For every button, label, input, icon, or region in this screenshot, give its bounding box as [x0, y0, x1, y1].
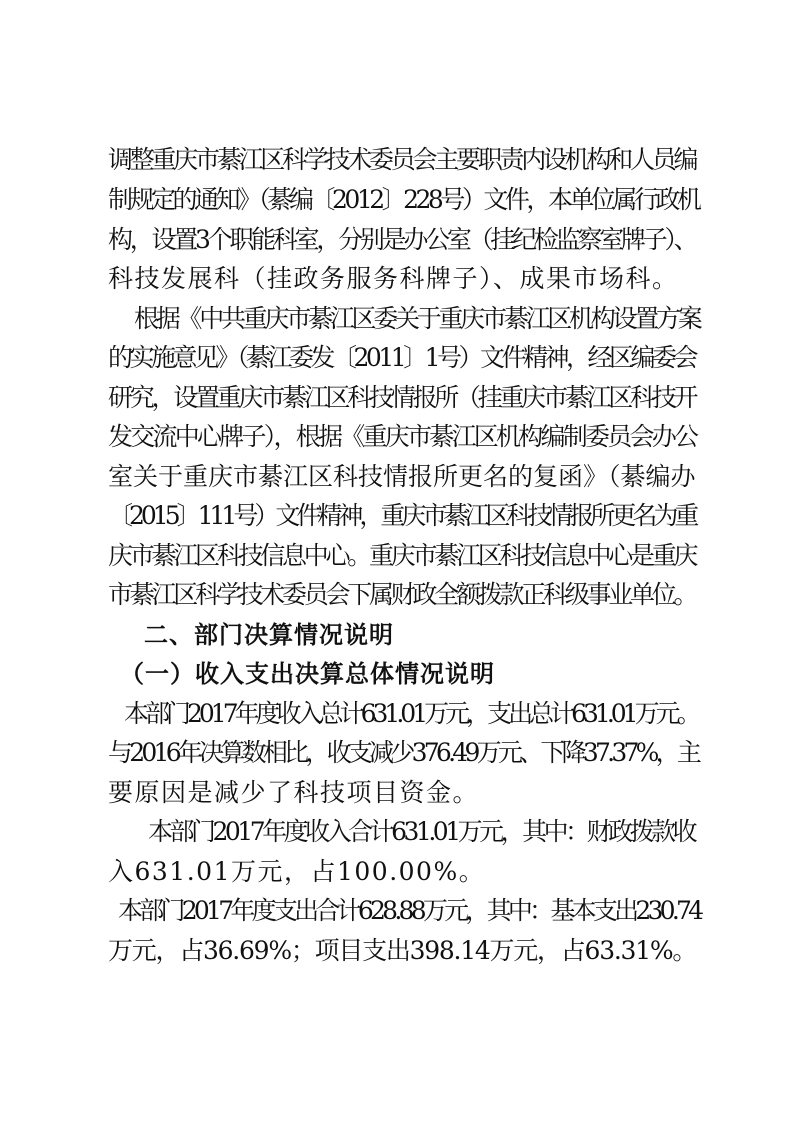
text-line: 的实施意见》（綦江委发〔2011〕1号）文件精神，经区编委会 [108, 343, 696, 372]
text-line: 研究，设置重庆市綦江区科技情报所（挂重庆市綦江区科技开 [108, 383, 696, 412]
subsection-heading: （一）收入支出决算总体情况说明 [120, 660, 495, 688]
text-line: 万元，占36.69%；项目支出398.14万元，占63.31%。 [108, 936, 697, 965]
text-line: 要原因是减少了科技项目资金。 [108, 778, 480, 807]
text-line: 科技发展科（挂政务服务科牌子）、成果市场科。 [108, 264, 679, 293]
text-line: 本部门2017年度收入合计631.01万元，其中：财政拨款收 [148, 817, 695, 846]
section-heading: 二、部门决算情况说明 [144, 621, 394, 649]
text-line: 调整重庆市綦江区科学技术委员会主要职责内设机构和人员编 [108, 145, 696, 174]
text-line: 与2016年决算数相比，收支减少376.49万元、下降37.37%，主 [108, 738, 699, 767]
text-line: 构，设置3个职能科室，分别是办公室（挂纪检监察室牌子）、 [108, 225, 696, 254]
text-line: 本部门2017年度收入总计631.01万元，支出总计631.01万元。 [124, 699, 698, 728]
text-line: 本部门2017年度支出合计628.88万元，其中：基本支出230.74 [118, 896, 701, 925]
text-line: 室关于重庆市綦江区科技情报所更名的复函》（綦编办 [108, 462, 696, 491]
text-line: 〔2015〕111号）文件精神，重庆市綦江区科技情报所更名为重 [108, 501, 696, 530]
text-line: 发交流中心牌子），根据《重庆市綦江区机构编制委员会办公 [108, 422, 697, 451]
text-line: 市綦江区科学技术委员会下属财政全额拨款正科级事业单位。 [108, 580, 696, 609]
text-line: 入631.01万元，占100.00%。 [108, 857, 486, 886]
text-line: 庆市綦江区科技信息中心。重庆市綦江区科技信息中心是重庆 [108, 541, 696, 570]
text-line: 根据《中共重庆市綦江区委关于重庆市綦江区机构设置方案 [134, 304, 700, 333]
text-line: 制规定的通知》（綦编〔2012〕228号）文件，本单位属行政机 [108, 185, 699, 214]
